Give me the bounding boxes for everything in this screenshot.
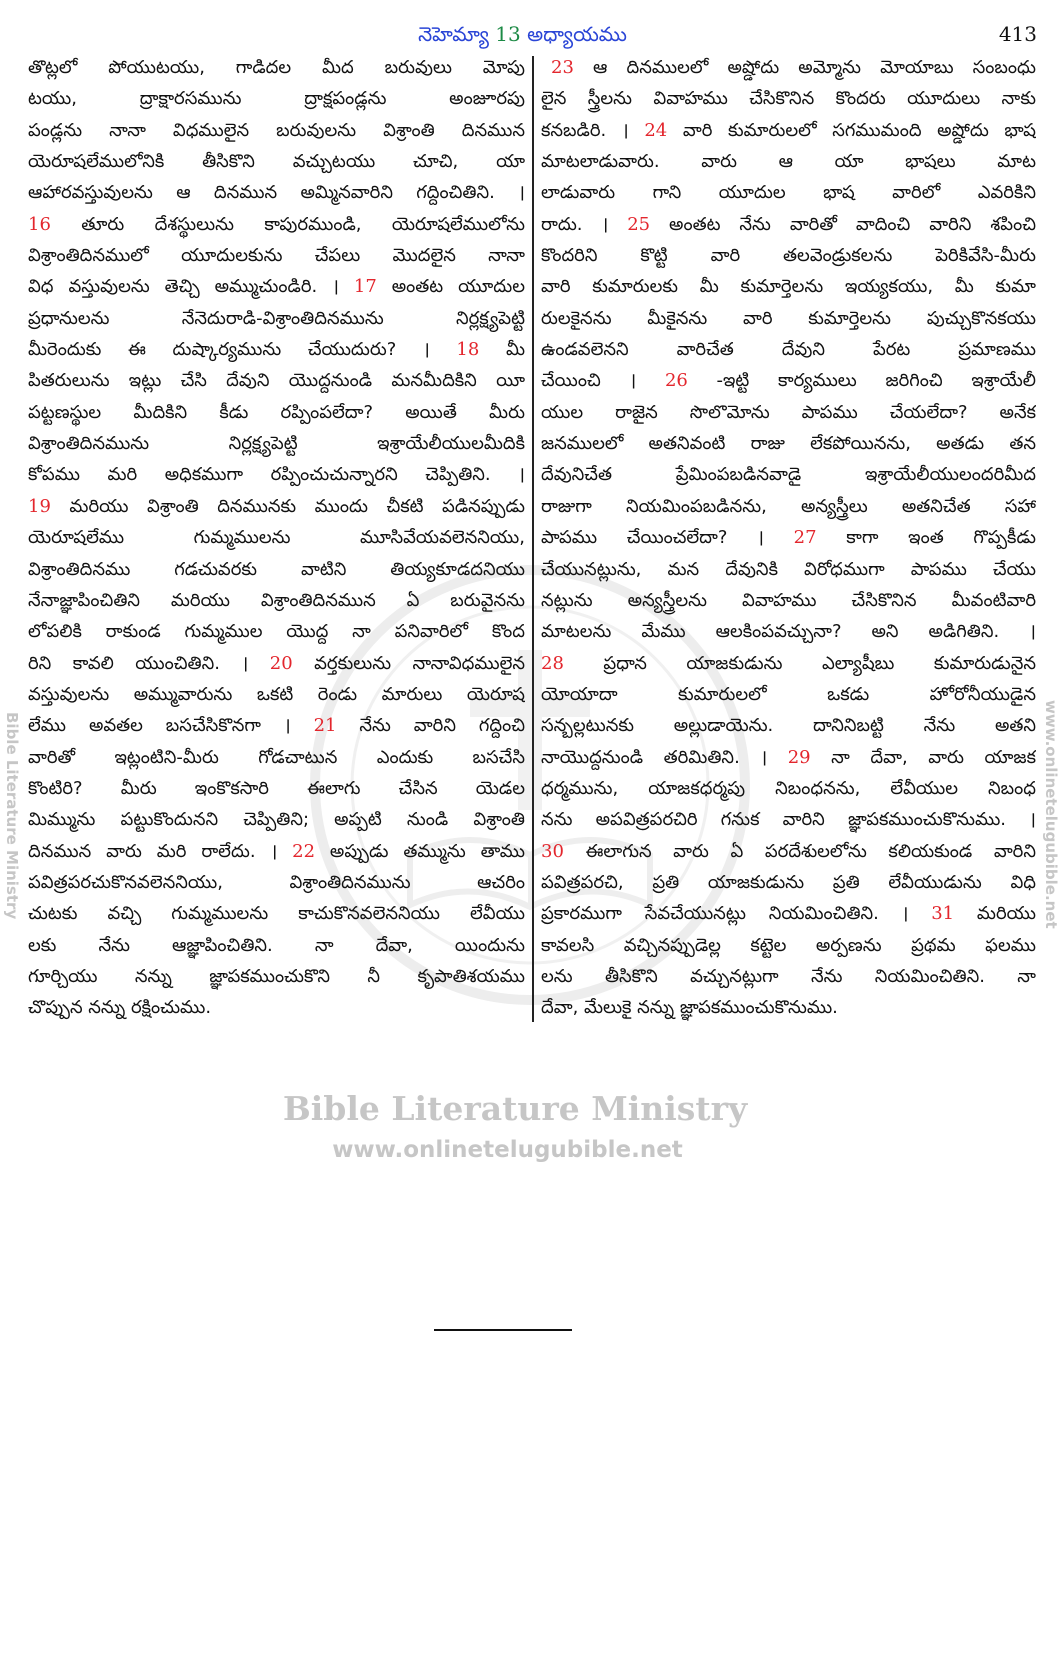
text-line xyxy=(541,773,1036,804)
text-line xyxy=(541,930,1036,961)
verse-number: 18 xyxy=(456,339,480,361)
verse-number: 21 xyxy=(313,715,337,737)
text-line xyxy=(541,271,1036,302)
text-line xyxy=(541,397,1036,428)
text-line xyxy=(28,177,525,208)
text-line xyxy=(28,365,525,396)
verse-text: చుటకు వచ్చి గుమ్మములను కాచుకొనవలెననియు లేవీయు xyxy=(28,903,525,925)
verse-text: మాటలాడువారు. వారు ఆ యా భాషలు మాట xyxy=(541,151,1036,173)
text-line xyxy=(541,240,1036,271)
verse-text: వారితో ఇట్లంటిని-మీరు గోడచాటున ఎందుకు బసచేసి xyxy=(28,746,525,768)
verse-text: అంతట నేను వారితో వాదించి వారిని శపించి xyxy=(650,213,1036,235)
text-line xyxy=(28,240,525,271)
verse-text: పవిత్రపరచుకొనవలెననియు, విశ్రాంతిదినమును ఆచరిం xyxy=(28,871,525,893)
verse-number: 28 xyxy=(541,652,564,674)
text-line xyxy=(28,491,525,522)
verse-text: ప్రకారముగా సేవచేయునట్లు నియమించితిని. । xyxy=(541,903,932,925)
text-line xyxy=(28,804,525,835)
verse-text: కొందరిని కొట్టి వారి తలవెండ్రుకలను పెరికివేసి-మీరు xyxy=(541,245,1036,267)
side-watermark-right: www.onlinetelugubible.net xyxy=(1042,700,1060,929)
page-header xyxy=(0,20,1045,48)
page-number: 413 xyxy=(998,22,1037,46)
verse-text: చేయునట్లును, మన దేవునికి విరోధముగా పాపము చేయు xyxy=(541,558,1036,580)
verse-text: లోపలికి రాకుండ గుమ్మముల యొద్ద నా పనివారిలో కొంద xyxy=(28,621,525,643)
text-line xyxy=(541,992,1036,1023)
verse-text: వారి కుమారులకు మీ కుమార్తెలను ఇయ్యకయు, మీ కుమా xyxy=(541,276,1036,298)
text-line xyxy=(541,365,1036,396)
verse-text: ఆహారవస్తువులను ఆ దినమున అమ్మినవారిని గద్దించితిని. । xyxy=(28,182,525,204)
text-line xyxy=(28,334,525,365)
left-column xyxy=(28,52,525,1024)
verse-text: ఈలాగున వారు ఏ పరదేశులలోను కలియకుండ వారిని xyxy=(563,840,1036,862)
text-line xyxy=(541,52,1036,83)
verse-number: 26 xyxy=(664,370,688,392)
verse-text: యెరూషలేములోనికి తీసికొని వచ్చుటయు చూచి, యా xyxy=(28,151,525,173)
text-line xyxy=(28,397,525,428)
verse-text: వస్తువులను అమ్మువారును ఒకటి రెండు మారులు యెరూష xyxy=(28,683,525,705)
text-line xyxy=(541,491,1036,522)
text-line xyxy=(28,52,525,83)
verse-text: కావలసి వచ్చినప్పుడెల్ల కట్టెల అర్పణను ప్రథమ ఫలము xyxy=(541,934,1036,956)
chapter-number: 13 xyxy=(495,22,521,46)
text-line xyxy=(541,209,1036,240)
verse-text: విశ్రాంతిదినమును నిర్లక్ష్యపెట్టి ఇశ్రాయేలీయులమీదికి xyxy=(28,433,525,455)
verse-text: ప్రధాన యాజకుడును ఎల్యాషీబు కుమారుడునైన xyxy=(563,652,1036,674)
verse-number: 20 xyxy=(269,652,293,674)
verse-number: 22 xyxy=(292,840,316,862)
verse-text: యోయాదా కుమారులలో ఒకడు హోరోనీయుడైన xyxy=(541,683,1036,705)
verse-text: మిమ్మును పట్టుకొందునని చెప్పితిని; అప్పటి నుండి విశ్రాంతి xyxy=(28,809,525,831)
column-divider xyxy=(532,56,534,1022)
verse-text: దేవునిచేత ప్రేమింపబడినవాడై ఇశ్రాయేలీయులందరిమీద xyxy=(541,464,1036,486)
verse-number: 25 xyxy=(627,213,651,235)
verse-text: నేను వారిని గద్దించి xyxy=(336,715,525,737)
verse-text: ఉండవలెనని వారిచేత దేవుని పేరట ప్రమాణము xyxy=(541,339,1036,361)
verse-text: దినమున వారు మరి రాలేదు. । xyxy=(28,840,293,862)
verse-text: విధ వస్తువులను తెచ్చి అమ్ముచుండిరి. । xyxy=(28,276,354,298)
verse-text: తూరు దేశస్థులును కాపురముండి, యెరూషలేములోను xyxy=(50,213,525,235)
text-line xyxy=(541,742,1036,773)
verse-text: జనములలో అతనివంటి రాజు లేకపోయినను, అతడు తన xyxy=(541,433,1036,455)
verse-text: మాటలను మేము ఆలకింపవచ్చునా? అని అడిగితిని. । xyxy=(541,621,1036,643)
verse-text: యెరూషలేము గుమ్మములను మూసివేయవలెననియు, xyxy=(28,527,525,549)
text-line xyxy=(28,648,525,679)
right-column xyxy=(541,52,1036,1024)
text-line xyxy=(541,710,1036,741)
text-line xyxy=(541,867,1036,898)
verse-text: మీ xyxy=(479,339,525,361)
verse-text: ఆ దినములలో అష్డోదు అమ్మోను మోయాబు సంబంధు xyxy=(573,57,1036,78)
text-line xyxy=(28,585,525,616)
text-line xyxy=(541,554,1036,585)
text-line xyxy=(28,710,525,741)
verse-text: మరియు విశ్రాంతి దినమునకు ముందు చీకటి పడినప్పుడు xyxy=(50,495,525,517)
watermark-title: Bible Literature Ministry xyxy=(282,1089,748,1128)
verse-number: 31 xyxy=(931,903,955,925)
verse-text: లను తీసికొని వచ్చునట్లుగా నేను నియమించితిని. నా xyxy=(541,965,1036,987)
verse-text: మరియు xyxy=(954,903,1036,925)
text-line xyxy=(541,522,1036,553)
verse-text: రాజుగా నియమింపబడినను, అన్యస్త్రీలు అతనిచేత సహా xyxy=(541,495,1036,517)
verse-number: 24 xyxy=(644,119,668,141)
text-line xyxy=(541,334,1036,365)
text-line xyxy=(541,836,1036,867)
text-line xyxy=(541,648,1036,679)
text-line xyxy=(541,303,1036,334)
verse-text: రులకైనను మీకైనను వారి కుమార్తెలను పుచ్చుకొనకయు xyxy=(541,307,1036,329)
verse-text: విశ్రాంతిదినము గడచువరకు వాటిని తియ్యకూడదనియు xyxy=(28,558,525,580)
verse-text: సన్బల్లటునకు అల్లుడాయెను. దానినిబట్టి నేను అతని xyxy=(541,715,1036,737)
verse-number: 27 xyxy=(793,527,817,549)
text-line xyxy=(541,83,1036,114)
verse-text: వారి కుమారులలో సగముమంది అష్డోదు భాష xyxy=(667,119,1036,141)
side-watermark-left: Bible Literature Ministry xyxy=(3,712,21,920)
text-line xyxy=(28,554,525,585)
verse-text: అంతట యూదుల xyxy=(376,276,525,298)
verse-text: పట్టణస్థుల మీదికిని కీడు రప్పింపలేదా? అయితే మీరు xyxy=(28,401,525,423)
text-line xyxy=(28,898,525,929)
book-name: నెహెమ్యా xyxy=(418,22,489,46)
text-line xyxy=(28,679,525,710)
verse-text: మీరెందుకు ఈ దుష్కార్యమును చేయుదురు? । xyxy=(28,339,457,361)
chapter-word: అధ్యాయము xyxy=(527,22,627,46)
text-line xyxy=(28,836,525,867)
verse-text: పాపము చేయించలేదా? । xyxy=(541,527,794,549)
text-line xyxy=(541,585,1036,616)
verse-text: నా దేవా, వారు యాజక xyxy=(810,746,1036,768)
text-line xyxy=(541,428,1036,459)
verse-text: అప్పుడు తమ్మును తాము xyxy=(315,840,525,862)
text-line xyxy=(541,961,1036,992)
verse-text: లైన స్త్రీలను వివాహము చేసికొనిన కొందరు యూదులు నాకు xyxy=(541,88,1036,110)
verse-text: నేనాజ్ఞాపించితిని మరియు విశ్రాంతిదినమున ఏ బరువైనను xyxy=(28,589,525,611)
watermark-url: www.onlinetelugubible.net xyxy=(332,1137,683,1163)
text-line xyxy=(28,773,525,804)
footer-rule xyxy=(434,1329,572,1331)
verse-text: చొప్పున నన్ను రక్షించుము. xyxy=(28,997,212,1019)
verse-number: 23 xyxy=(551,57,574,78)
text-line xyxy=(541,459,1036,490)
verse-number: 30 xyxy=(541,840,564,862)
verse-text: వర్తకులును నానావిధములైన xyxy=(292,652,525,674)
verse-text: ధర్మమును, యాజకధర్మపు నిబంధనను, లేవీయుల నిబంధ xyxy=(541,777,1036,799)
text-line xyxy=(28,428,525,459)
verse-text: టయు, ద్రాక్షారసమును ద్రాక్షపండ్లను అంజూరపు xyxy=(28,88,525,110)
verse-text: లాడువారు గాని యూదుల భాష వారిలో ఎవరికిని xyxy=(541,182,1036,204)
text-line xyxy=(28,115,525,146)
text-line xyxy=(28,867,525,898)
verse-text: నట్లును అన్యస్త్రీలను వివాహము చేసికొనిన మీవంటివారి xyxy=(541,589,1036,611)
text-line xyxy=(28,616,525,647)
text-line xyxy=(28,930,525,961)
text-line xyxy=(28,209,525,240)
text-line xyxy=(28,83,525,114)
verse-text: రిని కావలి యుంచితిని. । xyxy=(28,652,270,674)
text-line xyxy=(541,177,1036,208)
text-line xyxy=(541,616,1036,647)
verse-text: తొట్లలో పోయుటయు, గాడిదల మీద బరువులు మోపు xyxy=(28,57,525,78)
text-line xyxy=(28,459,525,490)
verse-text: కొంటిరి? మీరు ఇంకొకసారి ఈలాగు చేసిన యెడల xyxy=(28,777,525,799)
verse-text: కాగా ఇంత గొప్పకీడు xyxy=(816,527,1036,549)
text-line xyxy=(541,146,1036,177)
verse-number: 17 xyxy=(353,276,377,298)
verse-text: దేవా, మేలుకై నన్ను జ్ఞాపకముంచుకొనుము. xyxy=(541,997,838,1019)
text-line xyxy=(541,679,1036,710)
verse-text: గూర్చియు నన్ను జ్ఞాపకముంచుకొని నీ కృపాతిశయము xyxy=(28,965,525,987)
verse-text: లేము అవతల బసచేసికొనగా । xyxy=(28,715,314,737)
verse-number: 16 xyxy=(28,213,51,235)
text-line xyxy=(28,146,525,177)
verse-number: 29 xyxy=(787,746,811,768)
text-line xyxy=(541,115,1036,146)
verse-text: చేయించి । xyxy=(541,370,665,392)
verse-text: నాయొద్దనుండి తరిమితిని. । xyxy=(541,746,788,768)
verse-text: కోపము మరి అధికముగా రప్పించుచున్నారని చెప్పితిని. । xyxy=(28,464,525,486)
verse-text: కనబడిరి. । xyxy=(541,119,645,141)
text-line xyxy=(28,271,525,302)
verse-text: రాదు. । xyxy=(541,213,628,235)
verse-text: -ఇట్టి కార్యములు జరిగించి ఇశ్రాయేలీ xyxy=(687,370,1036,392)
verse-text: పండ్లను నానా విధములైన బరువులను విశ్రాంతి దినమున xyxy=(28,119,525,141)
text-line xyxy=(541,804,1036,835)
verse-text: పవిత్రపరచి, ప్రతి యాజకుడును ప్రతి లేవీయుడును విధి xyxy=(541,871,1036,893)
verse-text: నను అపవిత్రపరచిరి గనుక వారిని జ్ఞాపకముంచుకొనుము. । xyxy=(541,809,1036,831)
verse-number: 19 xyxy=(28,495,51,517)
text-line xyxy=(541,898,1036,929)
verse-text: పితరులును ఇట్లు చేసి దేవుని యొద్దనుండి మనమీదికిని యీ xyxy=(28,370,525,392)
verse-text: యుల రాజైన సొలొమోను పాపము చేయలేదా? అనేక xyxy=(541,401,1036,423)
verse-text: ప్రధానులను నేనెదురాడి-విశ్రాంతిదినమును నిర్లక్ష్యపెట్టి xyxy=(28,307,525,329)
verse-text: విశ్రాంతిదినములో యూదులకును చేపలు మొదలైన నానా xyxy=(28,245,525,267)
text-line xyxy=(28,742,525,773)
verse-text: లకు నేను ఆజ్ఞాపించితిని. నా దేవా, యిందును xyxy=(28,934,525,956)
text-line xyxy=(28,992,525,1023)
text-line xyxy=(28,522,525,553)
text-line xyxy=(28,961,525,992)
text-line xyxy=(28,303,525,334)
